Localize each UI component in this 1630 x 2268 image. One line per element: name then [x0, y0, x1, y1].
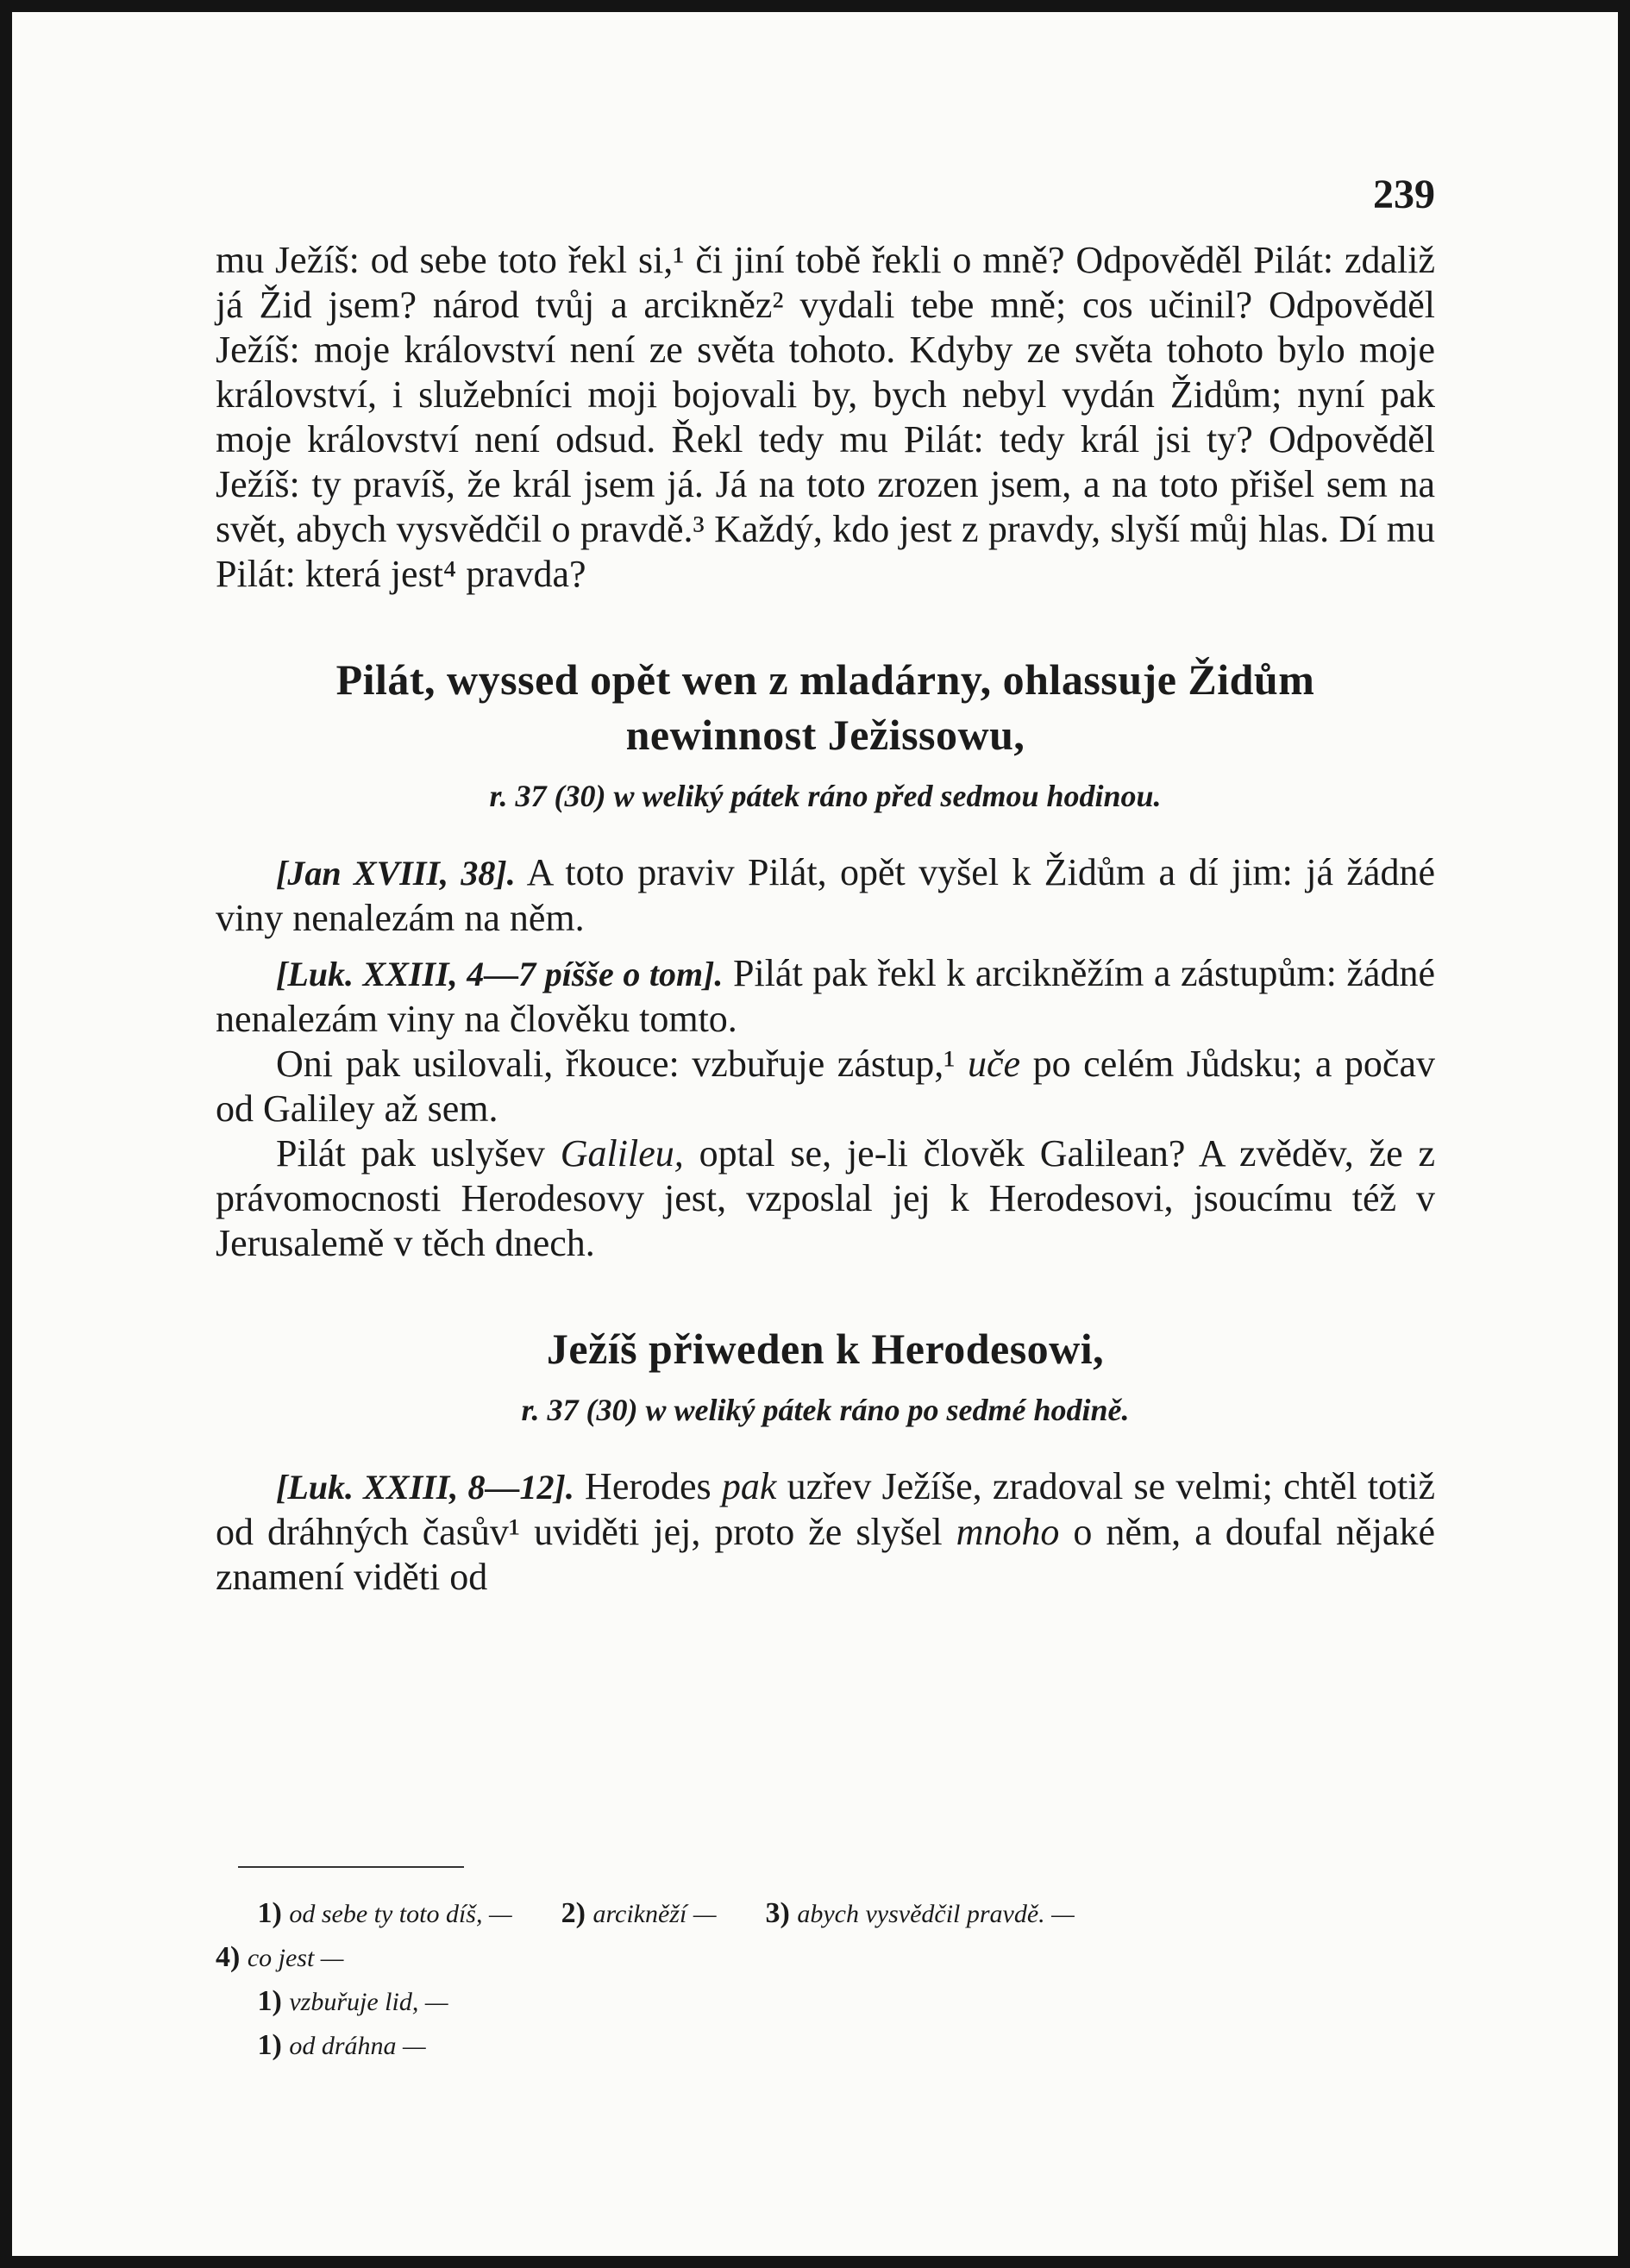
paragraph-3-text: Pilát pak řekl k arcikněžím a zástupům: žádné nenalezám viny na člověku tomto.: [216, 952, 1435, 1040]
paragraph-6-italic-2: mnoho: [956, 1511, 1060, 1553]
footnote-number: 2): [561, 1897, 586, 1929]
paragraph-6: [216, 1464, 1435, 1600]
page-number: 239: [1373, 172, 1435, 217]
section-2-subtitle: r. 37 (30) w weliký pátek ráno po sedmé hodině.: [521, 1393, 1130, 1427]
book-page: [12, 12, 1618, 2256]
footnote-row: [216, 1980, 1435, 2024]
paragraph-6-italic-1: pak: [721, 1465, 777, 1507]
footnote-divider: [238, 1866, 464, 1868]
paragraph-5-text-b: optal se, je-li člověk Galilean? A zvěděv, že z právomocnosti Herodesovy jest, vzposlal jej k Herodesovi, jsoucímu též v Jerusalemě v těch dnech.: [216, 1132, 1435, 1264]
footnote-row: [216, 1892, 1435, 1936]
footnote-number: 1): [257, 1897, 282, 1929]
section-1-title: [216, 652, 1435, 762]
section-1-title-line-1: Pilát, wyssed opět wen z mladárny, ohlassuje Židům: [335, 655, 1315, 704]
paragraph-5-italic: Galileu,: [560, 1132, 684, 1175]
paragraph-4: [216, 1042, 1435, 1131]
section-2-title: Ježíš přiweden k Herodesowi,: [546, 1325, 1105, 1373]
footnotes: [216, 1892, 1435, 2068]
page-content: [216, 174, 1435, 1600]
scripture-reference: [Jan XVIII, 38].: [276, 854, 516, 893]
footnote-row: [216, 2024, 1435, 2068]
footnote-number: 4): [216, 1941, 241, 1973]
footnote-text: od sebe ty toto díš, —: [289, 1900, 512, 1928]
paragraph-5-text-a: Pilát pak uslyšev: [276, 1132, 561, 1175]
footnote-number: 3): [765, 1897, 790, 1929]
paragraph-2-text: A toto praviv Pilát, opět vyšel k Židům a dí jim: já žádné viny nenalezám na něm.: [216, 851, 1435, 939]
paragraph-4-text-b: po celém Jůdsku; a počav od Galiley až sem.: [216, 1043, 1435, 1130]
scripture-reference: [Luk. XXIII, 4—7 píšše o tom].: [276, 955, 724, 993]
paragraph-1: mu Ježíš: od sebe toto řekl si,¹ či jiní tobě řekli o mně? Odpověděl Pilát: zdaliž já Žid jsem? národ tvůj a arcikněz² vydali tebe mně; cos učinil? Odpověděl Ježíš: moje království není ze světa tohoto. Kdyby ze světa tohoto bylo moje království, i služebníci moji bojovali by, bych nebyl vydán Židům; nyní pak moje království není odsud. Řekl tedy mu Pilát: tedy král jsi ty? Odpověděl Ježíš: ty pravíš, že král jsem já. Já na toto zrozen jsem, a na toto přišel sem na svět, abych vysvědčil o pravdě.³ Každý, kdo jest z pravdy, slyší můj hlas. Dí mu Pilát: která jest⁴ pravda?: [216, 239, 1435, 595]
paragraph-3: [216, 951, 1435, 1042]
paragraph-5: [216, 1131, 1435, 1266]
section-1-title-line-2: newinnost Ježissowu,: [625, 711, 1025, 759]
paragraph-4-italic: uče: [967, 1043, 1021, 1085]
paragraph-6-text-c: o něm, a doufal nějaké znamení viděti od: [216, 1511, 1435, 1598]
footnote-row: [216, 1936, 1435, 1980]
scripture-reference: [Luk. XXIII, 8—12].: [276, 1468, 574, 1507]
footnote-text: abych vysvědčil pravdě. —: [797, 1900, 1075, 1928]
section-1-subtitle: r. 37 (30) w weliký pátek ráno před sedmou hodinou.: [489, 779, 1162, 813]
footnote-text: co jest —: [247, 1944, 344, 1972]
footnote-text: arcikněží —: [592, 1900, 717, 1928]
footnote-number: 1): [257, 2029, 282, 2061]
footnote-text: od dráhna —: [289, 2032, 426, 2060]
footnote-number: 1): [257, 1985, 282, 2017]
paragraph-2: [216, 850, 1435, 941]
footnote-text: vzbuřuje lid, —: [289, 1988, 448, 2016]
paragraph-6-text-b: uzřev Ježíše, zradoval se velmi; chtěl totiž od dráhných časův¹ uviděti jej, proto že slyšel: [216, 1465, 1435, 1553]
paragraph-6-text-a: Herodes: [574, 1465, 722, 1507]
paragraph-4-text-a: Oni pak usilovali, řkouce: vzbuřuje zástup,¹: [276, 1043, 968, 1085]
